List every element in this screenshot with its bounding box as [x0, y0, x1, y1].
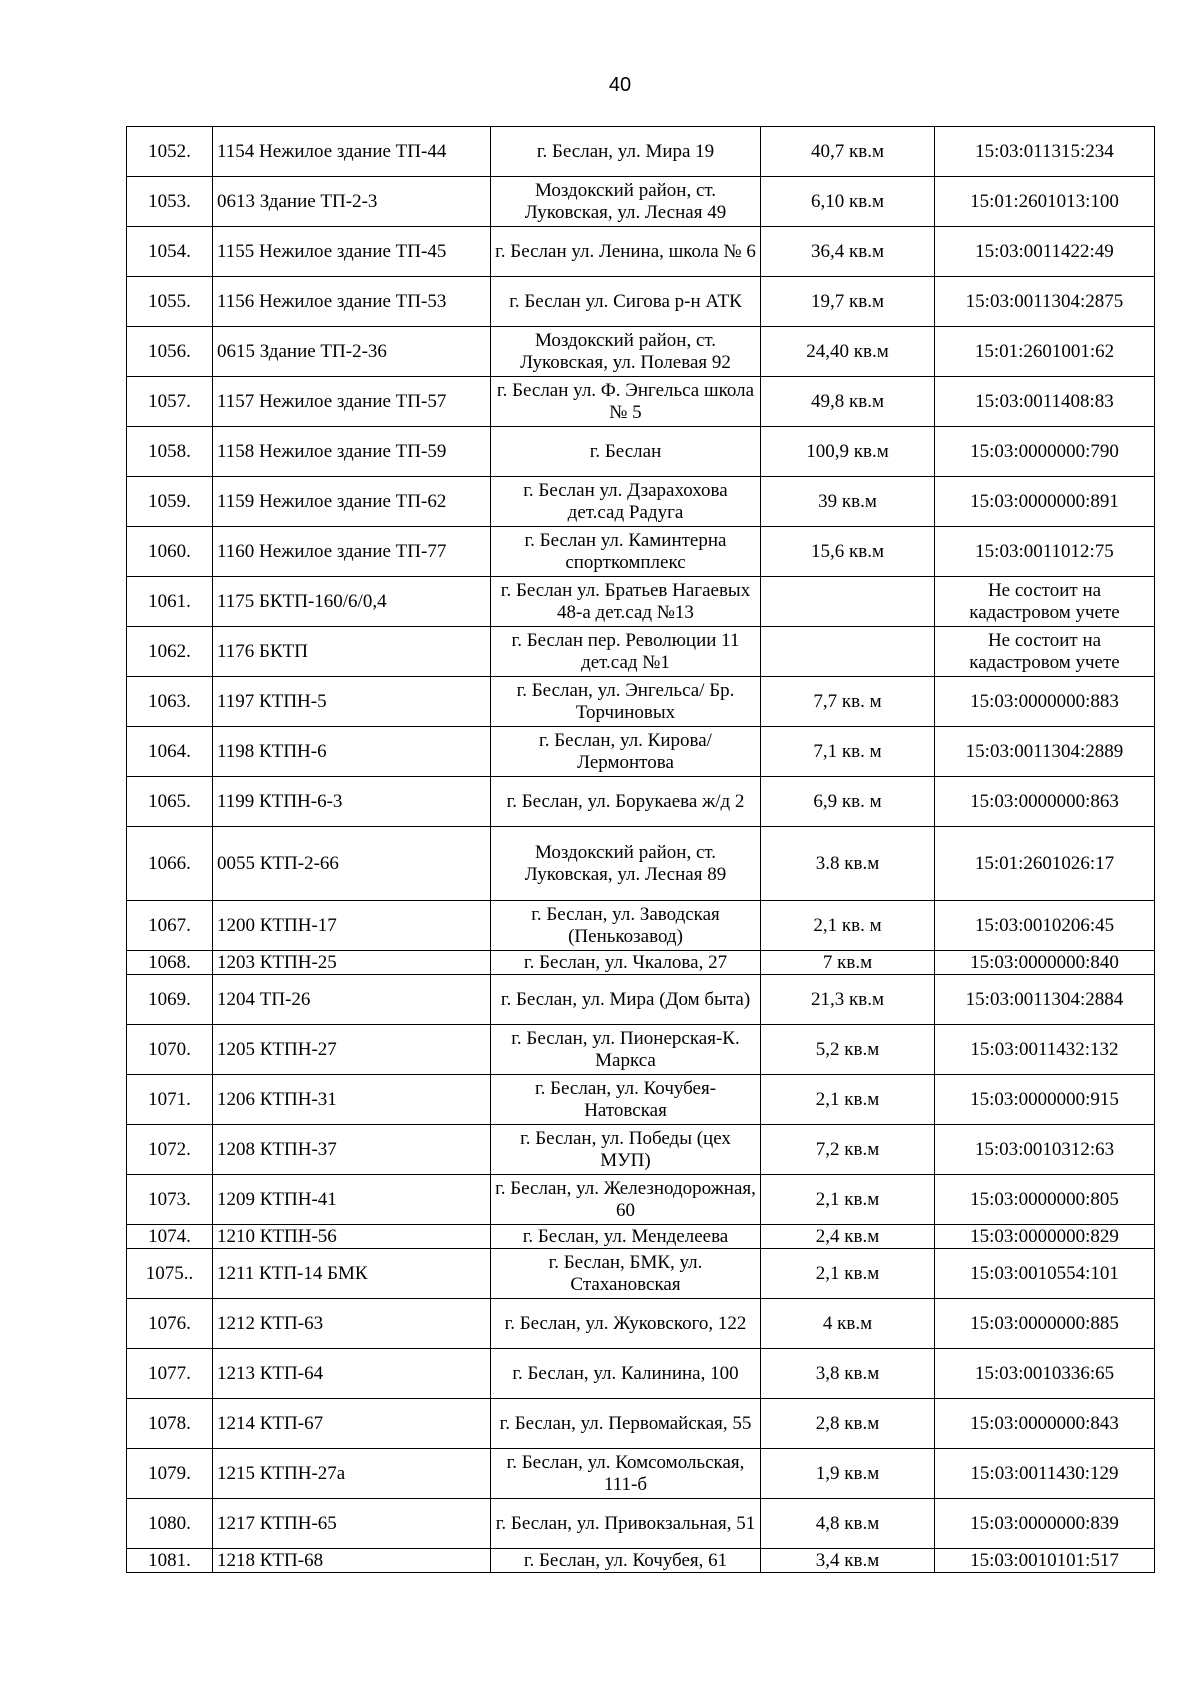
cadastral-number-cell: 15:03:0011304:2889	[935, 727, 1155, 777]
row-number-cell: 1074.	[127, 1225, 213, 1249]
table-row	[127, 1125, 1155, 1175]
object-address-cell: г. Беслан, ул. Калинина, 100	[491, 1349, 761, 1399]
cadastral-number-cell: 15:03:0011304:2875	[935, 277, 1155, 327]
object-name-cell: 1208 КТПН-37	[213, 1125, 491, 1175]
row-number-cell: 1079.	[127, 1449, 213, 1499]
table-row	[127, 951, 1155, 975]
object-area-cell: 6,10 кв.м	[761, 177, 935, 227]
object-name-cell: 0615 Здание ТП-2-36	[213, 327, 491, 377]
object-address-cell: г. Беслан, ул. Победы (цех МУП)	[491, 1125, 761, 1175]
row-number-cell: 1070.	[127, 1025, 213, 1075]
object-area-cell: 3,8 кв.м	[761, 1349, 935, 1399]
cadastral-number-cell: 15:03:0000000:863	[935, 777, 1155, 827]
object-address-cell: г. Беслан, ул. Энгельса/ Бр. Торчиновых	[491, 677, 761, 727]
object-area-cell: 2,1 кв.м	[761, 1249, 935, 1299]
table-row	[127, 177, 1155, 227]
table-row	[127, 327, 1155, 377]
table-row	[127, 1499, 1155, 1549]
table-row	[127, 827, 1155, 901]
object-area-cell: 3,4 кв.м	[761, 1549, 935, 1573]
object-name-cell: 1159 Нежилое здание ТП-62	[213, 477, 491, 527]
table-row	[127, 727, 1155, 777]
object-address-cell: г. Беслан, ул. Мира (Дом быта)	[491, 975, 761, 1025]
object-area-cell: 7,7 кв. м	[761, 677, 935, 727]
object-area-cell: 36,4 кв.м	[761, 227, 935, 277]
cadastral-number-cell: 15:03:0000000:883	[935, 677, 1155, 727]
object-area-cell	[761, 627, 935, 677]
cadastral-number-cell: 15:03:0000000:839	[935, 1499, 1155, 1549]
object-address-cell: г. Беслан ул. Ленина, школа № 6	[491, 227, 761, 277]
table-row	[127, 427, 1155, 477]
table-row	[127, 1299, 1155, 1349]
cadastral-number-cell: 15:01:2601026:17	[935, 827, 1155, 901]
object-name-cell: 1213 КТП-64	[213, 1349, 491, 1399]
table-row	[127, 1075, 1155, 1125]
row-number-cell: 1075..	[127, 1249, 213, 1299]
object-name-cell: 1205 КТПН-27	[213, 1025, 491, 1075]
object-area-cell: 15,6 кв.м	[761, 527, 935, 577]
cadastral-number-cell: 15:03:0000000:790	[935, 427, 1155, 477]
object-area-cell: 49,8 кв.м	[761, 377, 935, 427]
row-number-cell: 1067.	[127, 901, 213, 951]
object-name-cell: 1209 КТПН-41	[213, 1175, 491, 1225]
row-number-cell: 1059.	[127, 477, 213, 527]
object-area-cell	[761, 577, 935, 627]
table-row	[127, 975, 1155, 1025]
object-area-cell: 2,1 кв. м	[761, 901, 935, 951]
object-area-cell: 2,8 кв.м	[761, 1399, 935, 1449]
row-number-cell: 1076.	[127, 1299, 213, 1349]
object-name-cell: 1154 Нежилое здание ТП-44	[213, 127, 491, 177]
object-address-cell: г. Беслан ул. Дзарахохова дет.сад Радуга	[491, 477, 761, 527]
row-number-cell: 1066.	[127, 827, 213, 901]
object-area-cell: 3.8 кв.м	[761, 827, 935, 901]
table-row	[127, 627, 1155, 677]
row-number-cell: 1063.	[127, 677, 213, 727]
object-address-cell: г. Беслан, ул. Кочубея-Натовская	[491, 1075, 761, 1125]
table-row	[127, 527, 1155, 577]
object-name-cell: 1198 КТПН-6	[213, 727, 491, 777]
object-area-cell: 24,40 кв.м	[761, 327, 935, 377]
row-number-cell: 1053.	[127, 177, 213, 227]
row-number-cell: 1073.	[127, 1175, 213, 1225]
row-number-cell: 1072.	[127, 1125, 213, 1175]
object-address-cell: г. Беслан пер. Революции 11 дет.сад №1	[491, 627, 761, 677]
object-address-cell: Моздокский район, ст. Луковская, ул. Полевая 92	[491, 327, 761, 377]
cadastral-number-cell: Не состоит на кадастровом учете	[935, 627, 1155, 677]
object-name-cell: 1175 БКТП-160/6/0,4	[213, 577, 491, 627]
table-row	[127, 1449, 1155, 1499]
object-area-cell: 6,9 кв. м	[761, 777, 935, 827]
cadastral-number-cell: 15:03:0000000:885	[935, 1299, 1155, 1349]
row-number-cell: 1057.	[127, 377, 213, 427]
object-name-cell: 1197 КТПН-5	[213, 677, 491, 727]
object-name-cell: 1215 КТПН-27а	[213, 1449, 491, 1499]
table-row	[127, 677, 1155, 727]
object-name-cell: 1156 Нежилое здание ТП-53	[213, 277, 491, 327]
object-address-cell: Моздокский район, ст. Луковская, ул. Лесная 89	[491, 827, 761, 901]
object-name-cell: 1200 КТПН-17	[213, 901, 491, 951]
object-address-cell: г. Беслан, ул. Кирова/Лермонтова	[491, 727, 761, 777]
object-area-cell: 39 кв.м	[761, 477, 935, 527]
object-name-cell: 0613 Здание ТП-2-3	[213, 177, 491, 227]
cadastral-number-cell: 15:03:0011432:132	[935, 1025, 1155, 1075]
cadastral-number-cell: Не состоит на кадастровом учете	[935, 577, 1155, 627]
cadastral-number-cell: 15:03:011315:234	[935, 127, 1155, 177]
registry-table-body	[127, 127, 1155, 1573]
object-area-cell: 4 кв.м	[761, 1299, 935, 1349]
object-name-cell: 1204 ТП-26	[213, 975, 491, 1025]
object-area-cell: 100,9 кв.м	[761, 427, 935, 477]
cadastral-number-cell: 15:03:0000000:840	[935, 951, 1155, 975]
registry-table	[126, 126, 1155, 1573]
object-address-cell: г. Беслан, ул. Борукаева ж/д 2	[491, 777, 761, 827]
table-row	[127, 777, 1155, 827]
object-name-cell: 1218 КТП-68	[213, 1549, 491, 1573]
row-number-cell: 1080.	[127, 1499, 213, 1549]
object-address-cell: г. Беслан ул. Братьев Нагаевых 48-а дет.сад №13	[491, 577, 761, 627]
object-area-cell: 2,4 кв.м	[761, 1225, 935, 1249]
cadastral-number-cell: 15:03:0000000:829	[935, 1225, 1155, 1249]
cadastral-number-cell: 15:01:2601013:100	[935, 177, 1155, 227]
cadastral-number-cell: 15:03:0010101:517	[935, 1549, 1155, 1573]
cadastral-number-cell: 15:01:2601001:62	[935, 327, 1155, 377]
table-row	[127, 1025, 1155, 1075]
object-name-cell: 1211 КТП-14 БМК	[213, 1249, 491, 1299]
object-area-cell: 7,1 кв. м	[761, 727, 935, 777]
object-name-cell: 1176 БКТП	[213, 627, 491, 677]
object-address-cell: г. Беслан, ул. Заводская (Пенькозавод)	[491, 901, 761, 951]
object-address-cell: г. Беслан ул. Сигова р-н АТК	[491, 277, 761, 327]
object-address-cell: г. Беслан, ул. Первомайская, 55	[491, 1399, 761, 1449]
table-row	[127, 127, 1155, 177]
cadastral-number-cell: 15:03:0010336:65	[935, 1349, 1155, 1399]
object-address-cell: г. Беслан, ул. Менделеева	[491, 1225, 761, 1249]
object-area-cell: 19,7 кв.м	[761, 277, 935, 327]
table-row	[127, 1549, 1155, 1573]
table-row	[127, 277, 1155, 327]
object-address-cell: г. Беслан	[491, 427, 761, 477]
cadastral-number-cell: 15:03:0011304:2884	[935, 975, 1155, 1025]
table-row	[127, 577, 1155, 627]
object-name-cell: 1210 КТПН-56	[213, 1225, 491, 1249]
table-row	[127, 1399, 1155, 1449]
object-area-cell: 1,9 кв.м	[761, 1449, 935, 1499]
row-number-cell: 1055.	[127, 277, 213, 327]
object-name-cell: 1214 КТП-67	[213, 1399, 491, 1449]
object-name-cell: 1155 Нежилое здание ТП-45	[213, 227, 491, 277]
cadastral-number-cell: 15:03:0011408:83	[935, 377, 1155, 427]
object-address-cell: Моздокский район, ст. Луковская, ул. Лесная 49	[491, 177, 761, 227]
object-area-cell: 2,1 кв.м	[761, 1175, 935, 1225]
row-number-cell: 1062.	[127, 627, 213, 677]
table-row	[127, 1349, 1155, 1399]
cadastral-number-cell: 15:03:0011422:49	[935, 227, 1155, 277]
row-number-cell: 1060.	[127, 527, 213, 577]
object-address-cell: г. Беслан, ул. Пионерская-К. Маркса	[491, 1025, 761, 1075]
row-number-cell: 1052.	[127, 127, 213, 177]
object-name-cell: 1203 КТПН-25	[213, 951, 491, 975]
object-area-cell: 7,2 кв.м	[761, 1125, 935, 1175]
object-name-cell: 0055 КТП-2-66	[213, 827, 491, 901]
table-row	[127, 477, 1155, 527]
cadastral-number-cell: 15:03:0000000:805	[935, 1175, 1155, 1225]
table-row	[127, 1249, 1155, 1299]
object-address-cell: г. Беслан, ул. Железнодорожная, 60	[491, 1175, 761, 1225]
cadastral-number-cell: 15:03:0010312:63	[935, 1125, 1155, 1175]
row-number-cell: 1071.	[127, 1075, 213, 1125]
row-number-cell: 1064.	[127, 727, 213, 777]
object-address-cell: г. Беслан, ул. Чкалова, 27	[491, 951, 761, 975]
object-name-cell: 1199 КТПН-6-3	[213, 777, 491, 827]
page-number: 40	[608, 74, 632, 96]
object-address-cell: г. Беслан, ул. Привокзальная, 51	[491, 1499, 761, 1549]
object-area-cell: 5,2 кв.м	[761, 1025, 935, 1075]
object-name-cell: 1158 Нежилое здание ТП-59	[213, 427, 491, 477]
cadastral-number-cell: 15:03:0010554:101	[935, 1249, 1155, 1299]
object-address-cell: г. Беслан, ул. Кочубея, 61	[491, 1549, 761, 1573]
cadastral-number-cell: 15:03:0010206:45	[935, 901, 1155, 951]
row-number-cell: 1058.	[127, 427, 213, 477]
object-area-cell: 4,8 кв.м	[761, 1499, 935, 1549]
object-address-cell: г. Беслан, ул. Мира 19	[491, 127, 761, 177]
row-number-cell: 1078.	[127, 1399, 213, 1449]
row-number-cell: 1077.	[127, 1349, 213, 1399]
object-area-cell: 7 кв.м	[761, 951, 935, 975]
cadastral-number-cell: 15:03:0000000:915	[935, 1075, 1155, 1125]
row-number-cell: 1065.	[127, 777, 213, 827]
object-name-cell: 1217 КТПН-65	[213, 1499, 491, 1549]
object-name-cell: 1160 Нежилое здание ТП-77	[213, 527, 491, 577]
cadastral-number-cell: 15:03:0011012:75	[935, 527, 1155, 577]
table-row	[127, 901, 1155, 951]
cadastral-number-cell: 15:03:0000000:891	[935, 477, 1155, 527]
object-address-cell: г. Беслан, ул. Жуковского, 122	[491, 1299, 761, 1349]
table-row	[127, 227, 1155, 277]
row-number-cell: 1069.	[127, 975, 213, 1025]
row-number-cell: 1056.	[127, 327, 213, 377]
object-address-cell: г. Беслан, БМК, ул. Стахановская	[491, 1249, 761, 1299]
table-row	[127, 1175, 1155, 1225]
object-address-cell: г. Беслан ул. Ф. Энгельса школа № 5	[491, 377, 761, 427]
object-name-cell: 1157 Нежилое здание ТП-57	[213, 377, 491, 427]
row-number-cell: 1061.	[127, 577, 213, 627]
row-number-cell: 1081.	[127, 1549, 213, 1573]
object-area-cell: 40,7 кв.м	[761, 127, 935, 177]
object-area-cell: 21,3 кв.м	[761, 975, 935, 1025]
row-number-cell: 1068.	[127, 951, 213, 975]
cadastral-number-cell: 15:03:0011430:129	[935, 1449, 1155, 1499]
object-address-cell: г. Беслан ул. Каминтерна спорткомплекс	[491, 527, 761, 577]
object-name-cell: 1212 КТП-63	[213, 1299, 491, 1349]
object-address-cell: г. Беслан, ул. Комсомольская, 111-б	[491, 1449, 761, 1499]
row-number-cell: 1054.	[127, 227, 213, 277]
object-name-cell: 1206 КТПН-31	[213, 1075, 491, 1125]
object-area-cell: 2,1 кв.м	[761, 1075, 935, 1125]
table-row	[127, 1225, 1155, 1249]
table-row	[127, 377, 1155, 427]
cadastral-number-cell: 15:03:0000000:843	[935, 1399, 1155, 1449]
